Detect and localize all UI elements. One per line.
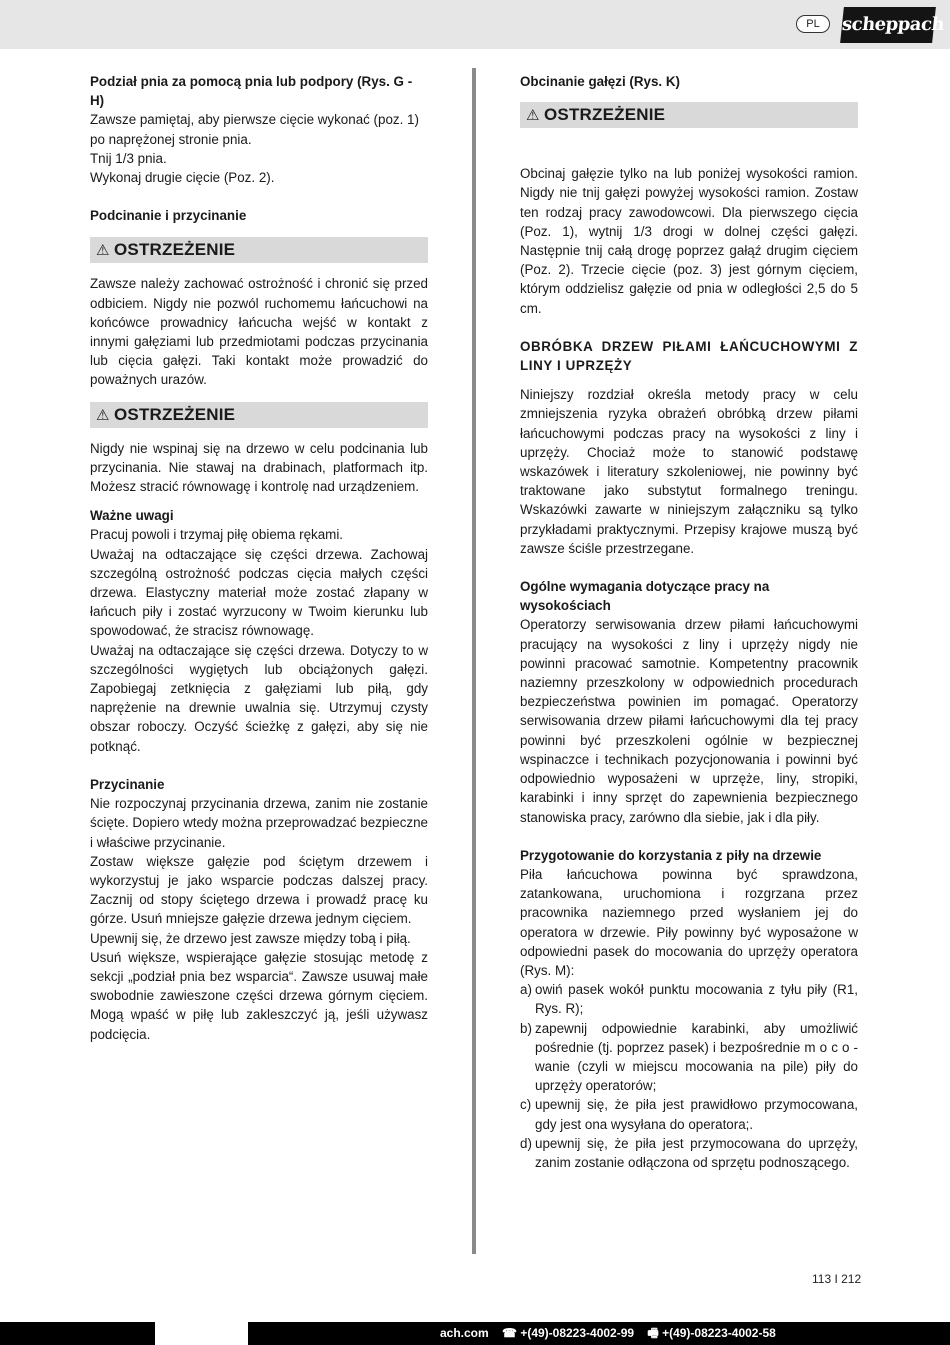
- warning-icon: ⚠: [96, 242, 110, 260]
- section-title: Obcinanie gałęzi (Rys. K): [520, 74, 680, 89]
- warning-box: [90, 402, 428, 428]
- text-line: Zawsze pamiętaj, aby pierwsze cięcie wykonać (poz. 1) po naprężonej stronie pnia.: [90, 112, 419, 147]
- chapter-title: OBRÓBKA DRZEW PIŁAMI ŁAŃCUCHOWYMI Z LINY I UPRZĘŻY: [520, 338, 858, 374]
- paragraph: Operatorzy serwisowania drzew piłami łańcuchowymi pracujący na wysokości z liny i uprzęży nigdy nie powinni pracować samotnie. Kompetentny pracownik naziemny przeszkolony w odpowiednich procedurach bezpieczeństwa powinien im pomagać. Operatorzy serwisowania drzew piłami łańcuchowymi dla tej pracy powinni być przeszkoleni ogólnie w bezpiecznej wspinaczce i technikach pozycjonowania i powinni być odpowiednio wyposażeni w uprzęże, liny, stropiki, karabinki i inny sprzęt do zapewnienia bezpiecznego stanowiska pracy, zarówno dla siebie, jak i dla piły.: [520, 617, 858, 825]
- warning-text: Zawsze należy zachować ostrożność i chronić się przed odbiciem. Nigdy nie pozwól ruchomemu łańcuchowi na końcówce prowadnicy łańcucha wejść w kontakt z innymi gałęziami lub przedmiotami podczas przycinania lub cięcia gałęzi. Taki kontakt może prowadzić do poważnych urazów.: [90, 276, 428, 388]
- paragraph: Niniejszy rozdział określa metody pracy w celu zmniejszenia ryzyka obrażeń obróbką drzew piłami łańcuchowymi podczas pracy na wysokości z liny i uprzęży. Chociaż może to stanowić podstawę wskazówek i literatury szkoleniowej, nie powinny być traktowane jako substytut formalnego treningu. Wskazówki zawarte w niniejszym załączniku są tylko przykładami praktycznymi. Przepisy krajowe muszą być zawsze ściśle przestrzegane.: [520, 387, 858, 556]
- warning-box: [520, 102, 858, 128]
- list-label: c): [520, 1097, 532, 1113]
- paragraph: Pracuj powoli i trzymaj piłę obiema rękami.: [90, 527, 344, 543]
- section-title: Przycinanie: [90, 776, 165, 792]
- language-badge: PL: [796, 15, 830, 33]
- paragraph: Nie rozpoczynaj przycinania drzewa, zanim nie zostanie ścięte. Dopiero wtedy można przeprowadzać bezpieczne i właściwe przycinanie.: [90, 796, 428, 850]
- section-title: Podział pnia za pomocą pnia lub podpory (Rys. G - H): [90, 74, 413, 109]
- website-link[interactable]: ach.com: [440, 1326, 489, 1340]
- page-number: 113 I 212: [812, 1272, 862, 1286]
- page-header: [0, 0, 950, 49]
- text-line: Tnij 1/3 pnia.: [90, 150, 167, 166]
- paragraph: Uważaj na odtaczające się części drzewa. Zachowaj szczególną ostrożność podczas cięcia małych części drzewa. Elastyczny materiał może zostać złapany w łańcuch piły i zostać wyrzucony w Twoim kierunku lub spowodować, że stracisz równowagę.: [90, 546, 428, 639]
- paragraph: Usuń większe, wspierające gałęzie stosując metodę z sekcji „podział pnia bez wsparcia“. Zawsze usuwaj małe swobodnie zawieszone części drzewa górnym cięciem. Mogą wpaść w piłę lub zakleszczyć ją, jeśli używasz podcięcia.: [90, 949, 428, 1042]
- list-text: owiń pasek wokół punktu mocowania z tyłu piły (R1, Rys. R);: [535, 982, 858, 1017]
- warning-icon: ⚠: [526, 107, 540, 125]
- list-label: a): [520, 982, 532, 998]
- warning-icon: ⚠: [96, 406, 110, 424]
- list-label: b): [520, 1020, 532, 1036]
- paragraph: Obcinaj gałęzie tylko na lub poniżej wysokości ramion. Nigdy nie tnij gałęzi powyżej wysokości ramion. Zostaw ten rodzaj pracy zawodowcowi. Dla pierwszego cięcia (Poz. 1), wytnij 1/3 drogi w dolnej części gałęzi. Następnie tnij całą drogę poprzez gałąź drugim cięciem (Poz. 2). Trzecie cięcie (poz. 3) jest górnym cięciem, którym oddzielisz gałęzie od pnia w odległości 2,5 do 5 cm.: [520, 166, 858, 316]
- brand-logo: scheppach: [840, 7, 936, 43]
- left-column: [90, 72, 428, 1044]
- right-column: [520, 72, 858, 1172]
- paragraph: Piła łańcuchowa powinna być sprawdzona, zatankowana, uruchomiona i rozgrzana przez pracownika naziemnego przed wysłaniem jej do operatora w drzewie. Piły powinny być wyposażone w odpowiedni pasek do mocowania do uprzęży operatora (Rys. M):: [520, 866, 858, 978]
- phone-number: ☎ +(49)-08223-4002-99: [502, 1326, 635, 1340]
- paragraph: Upewnij się, że drzewo jest zawsze między tobą i piłą.: [90, 930, 411, 946]
- footer-gap: [155, 1322, 248, 1345]
- footer-contact: [440, 1322, 786, 1345]
- warning-text: Nigdy nie wspinaj się na drzewo w celu podcinania lub przycinania. Nie stawaj na drabinach, platformach itp. Możesz stracić równowagę i kontrolę nad urządzeniem.: [90, 440, 428, 495]
- column-divider: [472, 68, 476, 1254]
- list-item: [520, 1019, 858, 1096]
- section-title: Ważne uwagi: [90, 508, 174, 524]
- section-title: Ogólne wymagania dotyczące pracy na wysokościach: [520, 579, 770, 614]
- paragraph: Zostaw większe gałęzie pod ściętym drzewem i wykorzystuj je jako wsparcie podczas dalszej pracy. Zacznij od stopy ściętego drzewa i prowadź pracę ku górze. Usuń mniejsze gałęzie drzewa jednym cięciem.: [90, 853, 428, 927]
- warning-label: OSTRZEŻENIE: [114, 404, 236, 424]
- warning-label: OSTRZEŻENIE: [114, 240, 236, 260]
- section-title: Przygotowanie do korzystania z piły na drzewie: [520, 847, 822, 863]
- list-item: [520, 1134, 858, 1172]
- paragraph: Uważaj na odtaczające się części drzewa. Dotyczy to w szczególności wygiętych lub obciążonych gałęzi. Zapobiegaj zetknięcia z gałęziami lub piłą, gdy naprężenie na drewnie uwalnia się. Utrzymuj czysty obszar roboczy. Oczyść ścieżkę z gałęzi, aby się nie potknąć.: [90, 642, 428, 754]
- page-footer: [0, 1322, 950, 1345]
- list-text: upewnij się, że piła jest przymocowana do uprzęży, zanim zostanie odłączona od sprzętu podnoszącego.: [535, 1135, 858, 1170]
- list-item: [520, 1095, 858, 1133]
- list-text: zapewnij odpowiednie karabinki, aby umożliwić pośrednie (tj. poprzez pasek) i bezpośrednie m o c o - wanie (czyli w miejscu mocowania na pile) piły do uprzęży operatorów;: [535, 1020, 858, 1094]
- list-label: d): [520, 1135, 532, 1151]
- text-line: Wykonaj drugie cięcie (Poz. 2).: [90, 170, 275, 186]
- warning-label: OSTRZEŻENIE: [544, 105, 666, 125]
- fax-number: 🖷 +(49)-08223-4002-58: [647, 1326, 776, 1340]
- list-text: upewnij się, że piła jest prawidłowo przymocowana, gdy jest ona wysyłana do operatora;.: [535, 1097, 858, 1132]
- warning-box: [90, 237, 428, 263]
- section-title: Podcinanie i przycinanie: [90, 208, 247, 224]
- list-item: [520, 980, 858, 1018]
